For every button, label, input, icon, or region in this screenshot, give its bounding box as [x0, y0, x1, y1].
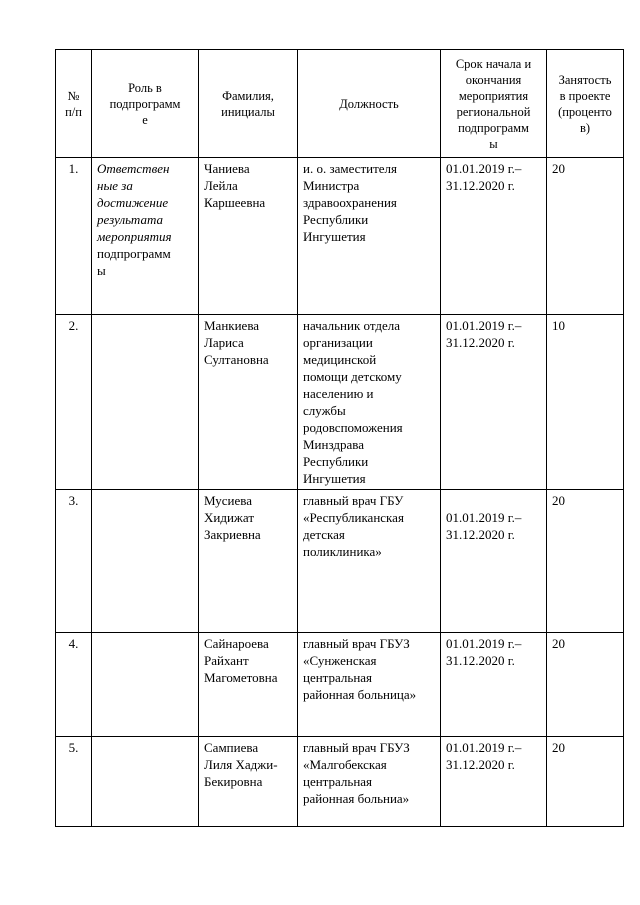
participants-table	[55, 49, 624, 827]
row-name: Чаниева Лейла Каршеевна	[199, 158, 298, 315]
header-role: Роль в подпрограмм е	[92, 50, 199, 158]
row-role	[92, 490, 199, 633]
row-name: Мусиева Хидижат Закриевна	[199, 490, 298, 633]
table-header-row	[56, 50, 624, 158]
row-position: главный врач ГБУ «Республиканская детская поликлиника»	[298, 490, 441, 633]
row-role	[92, 158, 199, 315]
table-row	[56, 315, 624, 490]
table-row	[56, 633, 624, 737]
row-occupancy: 20	[547, 633, 624, 737]
row-period: 01.01.2019 г.– 31.12.2020 г.	[441, 315, 547, 490]
header-occupancy: Занятость в проекте (проценто в)	[547, 50, 624, 158]
header-name: Фамилия, инициалы	[199, 50, 298, 158]
row-num: 5.	[56, 737, 92, 827]
row-occupancy: 20	[547, 158, 624, 315]
role-italic-text: Ответствен ные за достижение результата мероприятия	[97, 161, 172, 244]
row-occupancy: 20	[547, 737, 624, 827]
row-num: 1.	[56, 158, 92, 315]
row-period: 01.01.2019 г.– 31.12.2020 г.	[441, 490, 547, 633]
row-position: и. о. заместителя Министра здравоохранения Республики Ингушетия	[298, 158, 441, 315]
row-name: Сампиева Лиля Хаджи- Бекировна	[199, 737, 298, 827]
row-period: 01.01.2019 г.– 31.12.2020 г.	[441, 737, 547, 827]
header-num: № п/п	[56, 50, 92, 158]
header-position: Должность	[298, 50, 441, 158]
row-role	[92, 633, 199, 737]
row-period: 01.01.2019 г.– 31.12.2020 г.	[441, 633, 547, 737]
row-position: главный врач ГБУЗ «Сунженская центральная районная больница»	[298, 633, 441, 737]
row-name: Сайнароева Райхант Магометовна	[199, 633, 298, 737]
row-name: Манкиева Лариса Султановна	[199, 315, 298, 490]
row-position: главный врач ГБУЗ «Малгобекская центральная районная больниa»	[298, 737, 441, 827]
row-num: 4.	[56, 633, 92, 737]
row-occupancy: 20	[547, 490, 624, 633]
table-row	[56, 158, 624, 315]
header-period: Срок начала и окончания мероприятия региональной подпрограмм ы	[441, 50, 547, 158]
role-plain-text: подпрограмм ы	[97, 246, 171, 278]
row-period: 01.01.2019 г.– 31.12.2020 г.	[441, 158, 547, 315]
row-num: 2.	[56, 315, 92, 490]
row-role	[92, 315, 199, 490]
row-role	[92, 737, 199, 827]
row-position: начальник отдела организации медицинской помощи детскому населению и службы родовспоможения Минздрава Республики Ингушетия	[298, 315, 441, 490]
row-num: 3.	[56, 490, 92, 633]
table-row	[56, 490, 624, 633]
table-row	[56, 737, 624, 827]
row-occupancy: 10	[547, 315, 624, 490]
